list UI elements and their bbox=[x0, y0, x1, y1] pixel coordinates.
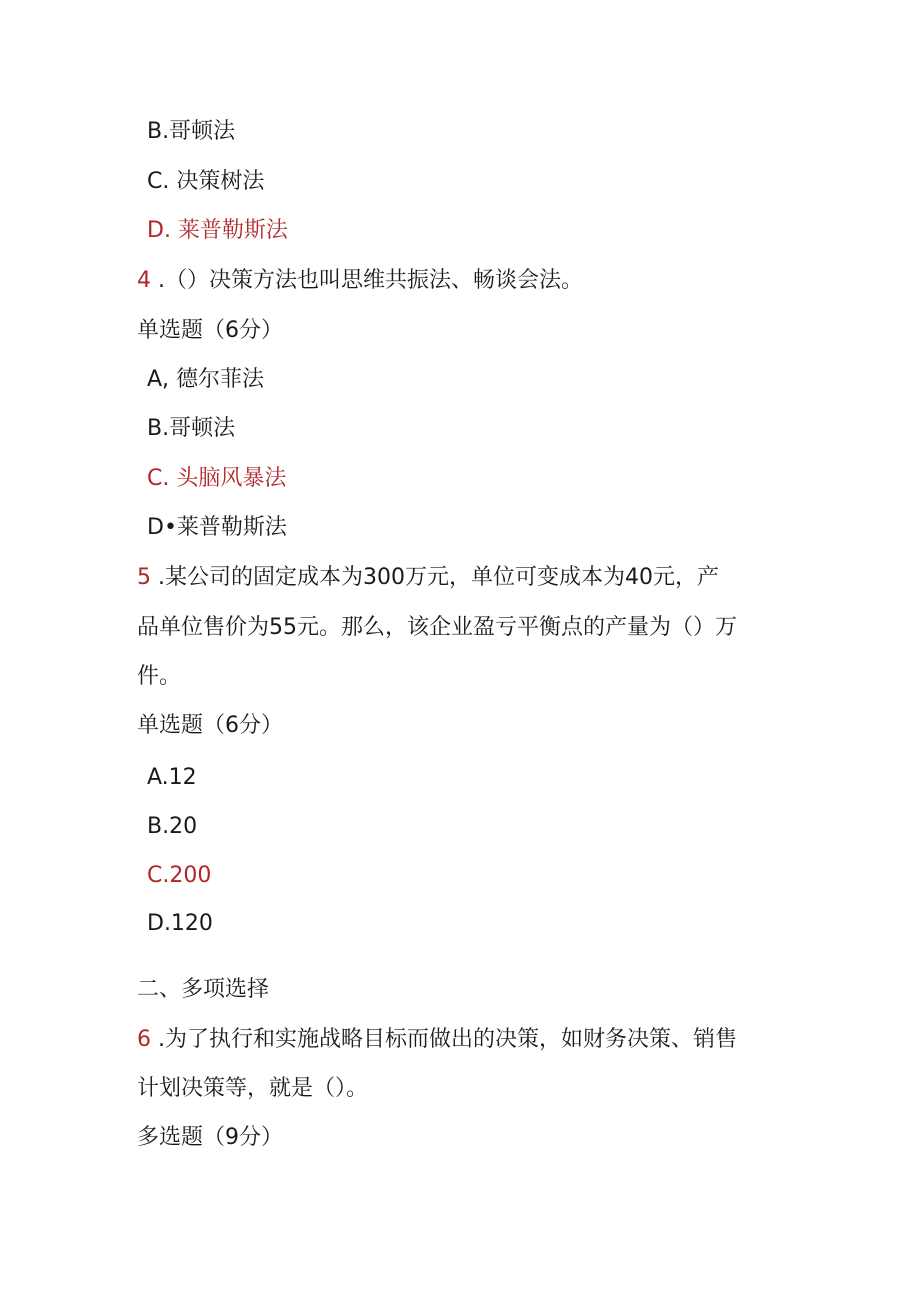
q4-option-c: C. 头脑风暴法 bbox=[147, 466, 287, 491]
q5-option-b: B.20 bbox=[147, 814, 198, 839]
q4-number: 4 bbox=[137, 268, 151, 293]
q5-stem-line-3: 件。 bbox=[137, 664, 182, 689]
q5-number: 5 bbox=[137, 565, 151, 590]
q4-option-d: D•莱普勒斯法 bbox=[147, 515, 287, 540]
q5-stem-line-2: 品单位售价为55元。那么，该企业盈亏平衡点的产量为（）万 bbox=[137, 615, 737, 640]
q5-option-d: D.120 bbox=[147, 911, 213, 936]
q5-option-a: A.12 bbox=[147, 765, 197, 790]
q4-stem bbox=[137, 266, 583, 296]
q6-stem-line-2: 计划决策等，就是（）。 bbox=[137, 1076, 369, 1101]
q6-number: 6 bbox=[137, 1027, 151, 1052]
q3-option-c: C. 决策树法 bbox=[147, 169, 265, 194]
q5-type: 单选题（6分） bbox=[137, 713, 283, 738]
section-2-title: 二、多项选择 bbox=[137, 977, 270, 1002]
q5-stem-text-1: .某公司的固定成本为300万元，单位可变成本为40元，产 bbox=[151, 565, 719, 590]
q4-option-b: B.哥顿法 bbox=[147, 416, 236, 441]
q4-type: 单选题（6分） bbox=[137, 318, 283, 343]
q4-option-a: A, 德尔菲法 bbox=[147, 367, 265, 392]
q4-stem-text: .（）决策方法也叫思维共振法、畅谈会法。 bbox=[151, 268, 583, 293]
q5-option-c: C.200 bbox=[147, 863, 212, 888]
q5-stem-line-1 bbox=[137, 563, 719, 593]
q6-stem-text-1: .为了执行和实施战略目标而做出的决策，如财务决策、销售 bbox=[151, 1027, 737, 1052]
q3-option-d: D. 莱普勒斯法 bbox=[147, 218, 288, 243]
q6-stem-line-1 bbox=[137, 1025, 737, 1055]
q6-type: 多选题（9分） bbox=[137, 1125, 283, 1150]
q3-option-b: B.哥顿法 bbox=[147, 119, 236, 144]
